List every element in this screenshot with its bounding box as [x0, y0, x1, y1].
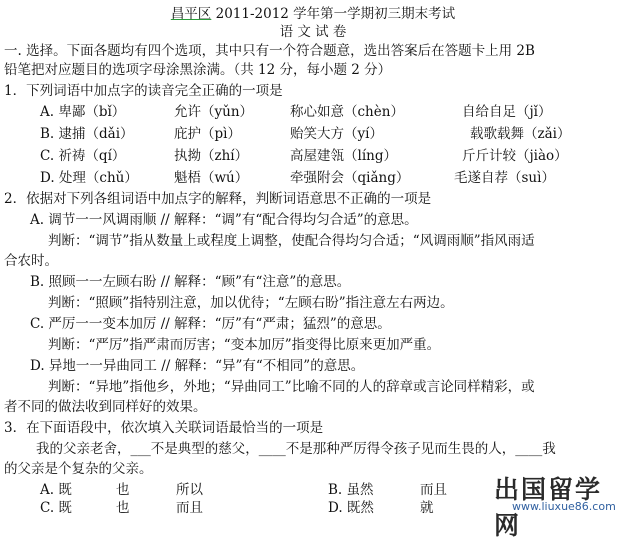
q3-passage-2: 的父亲是个复杂的父亲。 — [4, 461, 153, 477]
title-text: 2011-2012 学年第一学期初三期末考试 — [211, 6, 456, 22]
q1-b-3: 贻笑大方（yí） — [290, 126, 383, 142]
q3-passage-1: 我的父亲老舍，___不是典型的慈父，____不是那种严厉得令孩子见而生畏的人，____我 — [36, 441, 556, 457]
q2-judge-a-1: 判断：“调节”指从数量上或程度上调整，使配合得均匀合适；“风调雨顺”指风雨适 — [48, 233, 535, 249]
q2-stem: 2．依据对下列各组词语中加点字的解释，判断词语意思不正确的一项是 — [4, 191, 432, 207]
q3-d-2: 就 — [420, 500, 434, 516]
q3-a-2: 也 — [116, 482, 130, 498]
q2-judge-d-2: 者不同的做法收到同样好的效果。 — [4, 399, 207, 415]
page-title — [0, 5, 626, 23]
q1-stem: 1．下列词语中加点字的读音完全正确的一项是 — [4, 83, 283, 99]
page-subtitle: 语 文 试 卷 — [279, 24, 347, 40]
q1-d-3: 牵强附会（qiǎng） — [290, 170, 410, 186]
q2-option-d: D. 异地一一异曲同工 // 解释：“异”有“不相同”的意思。 — [30, 358, 365, 374]
q3-d-1: D. 既然 — [328, 500, 374, 516]
q3-c-3: 而且 — [176, 500, 203, 516]
q3-a-1: A. 既 — [40, 482, 72, 498]
q2-judge-b: 判断：“照顾”指特别注意，加以优待；“左顾右盼”指注意左右两边。 — [48, 295, 454, 311]
q3-b-2: 而且 — [420, 482, 447, 498]
q3-c-2: 也 — [116, 500, 130, 516]
watermark-url: www.liuxue86.com — [512, 500, 616, 513]
q1-c-3: 高屋建瓴（líng） — [290, 148, 397, 164]
q1-d-2: 魁梧（wú） — [174, 170, 249, 186]
q3-c-1: C. 既 — [40, 500, 72, 516]
q1-a-1: A. 卑鄙（bǐ） — [40, 104, 126, 120]
q1-c-1: C. 祈祷（qí） — [40, 148, 126, 164]
section-intro-line1: 一. 选择。下面各题均有四个选项，其中只有一个符合题意，选出答案后在答题卡上用 2B — [4, 43, 535, 59]
q1-a-4: 自给自足（jǐ） — [462, 104, 552, 120]
q1-b-1: B. 逮捕（dǎi） — [40, 126, 134, 142]
watermark-logo: 出国留学网 — [494, 475, 603, 540]
q2-judge-a-2: 合农时。 — [4, 253, 58, 269]
q2-option-b: B. 照顾一一左顾右盼 // 解释：“顾”有“注意”的意思。 — [30, 274, 351, 290]
q1-b-4: 载歌载舞（zǎi） — [470, 126, 571, 142]
q3-b-1: B. 虽然 — [328, 482, 374, 498]
q1-c-2: 执拗（zhí） — [174, 148, 249, 164]
q1-d-4: 毛遂自荐（suì） — [454, 170, 555, 186]
q3-stem: 3．在下面语段中，依次填入关联词语最恰当的一项是 — [4, 420, 324, 436]
q3-a-3: 所以 — [176, 482, 203, 498]
title-place: 昌平区 — [170, 6, 212, 22]
section-intro-line2: 铅笔把对应题目的选项字母涂黑涂满。（共 12 分，每小题 2 分） — [4, 62, 392, 78]
q1-a-3: 称心如意（chèn） — [290, 104, 404, 120]
q2-judge-d-1: 判断：“异地”指他乡，外地；“异曲同工”比喻不同的人的辞章或言论同样精彩，或 — [48, 379, 535, 395]
q1-c-4: 斤斤计较（jiào） — [462, 148, 568, 164]
q2-option-a: A. 调节一一风调雨顺 // 解释：“调”有“配合得均匀合适”的意思。 — [30, 212, 418, 228]
q2-judge-c: 判断：“严厉”指严肃而厉害；“变本加厉”指变得比原来更加严重。 — [48, 337, 441, 353]
q1-d-1: D. 处理（chǔ） — [40, 170, 138, 186]
q2-option-c: C. 严厉一一变本加厉 // 解释：“厉”有“严肃；猛烈”的意思。 — [30, 316, 391, 332]
q1-b-2: 庇护（pì） — [174, 126, 241, 142]
q1-a-2: 允许（yǔn） — [174, 104, 254, 120]
